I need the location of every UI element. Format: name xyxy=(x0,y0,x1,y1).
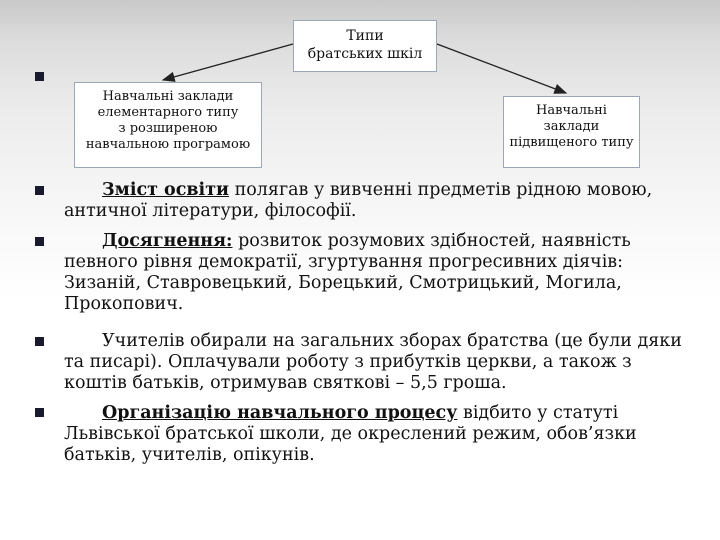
paragraph-organization-text: відбито у статуті Львівської братської школи, де окреслений режим, обов’язки батьків, учителів, опікунів. xyxy=(64,403,637,465)
box-advanced-line1: Навчальні xyxy=(536,103,607,118)
paragraph-content xyxy=(64,180,684,222)
box-elementary-line4: навчальною програмою xyxy=(85,137,251,152)
box-elementary-line1: Навчальні заклади xyxy=(102,89,234,104)
box-school-types-line1: Типи xyxy=(346,28,384,44)
box-advanced-schools xyxy=(503,96,640,168)
box-elementary-schools xyxy=(74,82,262,168)
box-advanced-line3: підвищеного типу xyxy=(509,135,634,150)
paragraph-teachers-text: Учителів обирали на загальних зборах братства (це були дяки та писарі). Оплачували роботу з прибутків церкви, а також з коштів батьків, отримував святкові – 5,5 гроша. xyxy=(64,331,682,393)
paragraph-achievements xyxy=(64,231,684,315)
box-school-types-line2: братських шкіл xyxy=(307,46,423,62)
paragraph-organization-emph: Організацію навчального процесу xyxy=(102,403,458,423)
box-elementary-line2: елементарного типу xyxy=(97,105,239,120)
paragraph-content-emph: Зміст освіти xyxy=(102,180,230,200)
paragraph-achievements-emph: Досягнення: xyxy=(102,231,233,251)
box-advanced-line2: заклади xyxy=(543,119,600,134)
box-school-types xyxy=(293,20,437,72)
arrow-to-elementary xyxy=(163,44,293,80)
paragraph-achievements-text: розвиток розумових здібностей, наявність певного рівня демократії, згуртування прогресивних діячів: Зизаній, Ставровецький, Борецький, Смотрицький, Могила, Прокопович. xyxy=(64,231,631,314)
arrow-to-advanced xyxy=(437,44,566,93)
paragraph-organization xyxy=(64,403,684,466)
paragraph-teachers xyxy=(64,331,684,394)
box-elementary-line3: з розширеною xyxy=(118,121,218,136)
paragraph-content-text: полягав у вивченні предметів рідною мовою, античної літератури, філософії. xyxy=(64,180,653,221)
